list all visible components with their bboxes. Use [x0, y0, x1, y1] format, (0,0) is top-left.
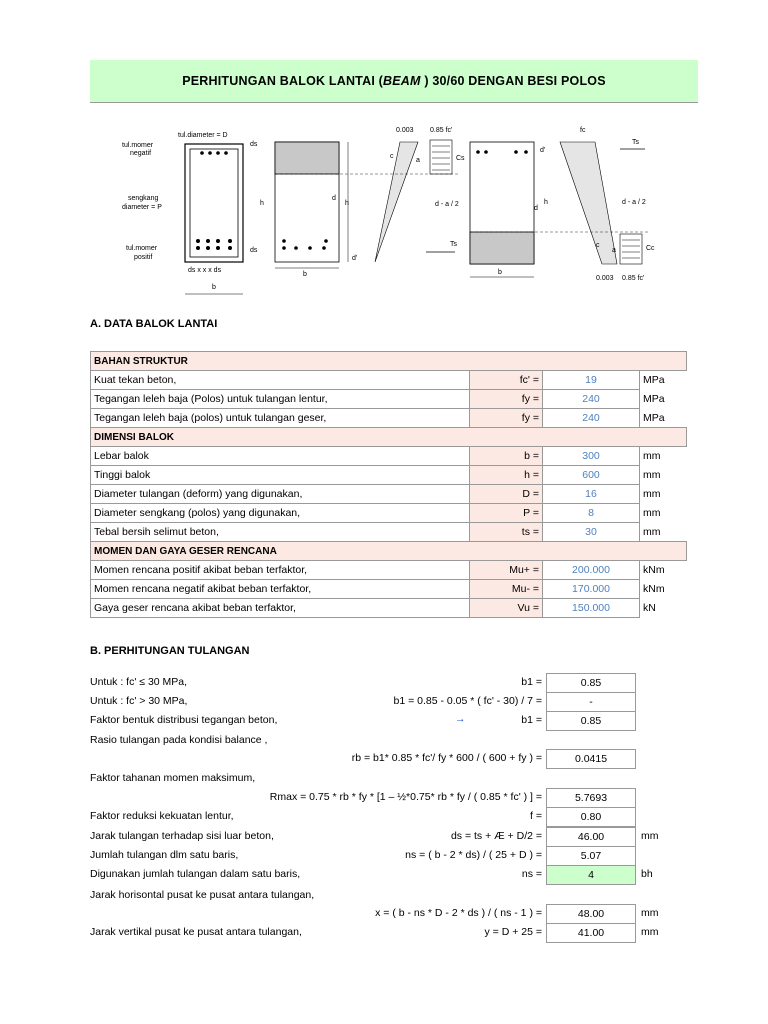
- table-row: Momen rencana negatif akibat beban terfaktor, Mu- = 170.000 kNm: [91, 580, 734, 599]
- svg-text:tul.momer: tul.momer: [122, 142, 154, 149]
- svg-text:a: a: [416, 157, 420, 164]
- calc-formula: ns =: [521, 868, 542, 880]
- svg-text:Ts: Ts: [632, 139, 639, 146]
- table-row: Tegangan leleh baja (Polos) untuk tulangan lentur, fy = 240 MPa: [91, 390, 734, 409]
- svg-text:d - a / 2: d - a / 2: [435, 201, 459, 208]
- svg-text:c: c: [390, 153, 394, 160]
- svg-text:tul.diameter = D: tul.diameter = D: [178, 132, 228, 139]
- calc-formula: y = D + 25 =: [484, 926, 542, 938]
- svg-text:0.85 fc': 0.85 fc': [622, 275, 645, 282]
- svg-text:d - a / 2: d - a / 2: [622, 199, 646, 206]
- group-momen-gaya: MOMEN DAN GAYA GESER RENCANA: [91, 542, 687, 561]
- calc-label: Faktor tahanan momen maksimum,: [90, 772, 256, 784]
- calc-label: Digunakan jumlah tulangan dalam satu baris,: [90, 868, 301, 880]
- calc-value[interactable]: 4: [546, 865, 636, 885]
- svg-text:positif: positif: [134, 254, 153, 261]
- calc-formula: ds = ts + Æ + D/2 =: [450, 830, 542, 842]
- svg-text:h: h: [544, 199, 548, 206]
- calc-value: 0.85: [546, 711, 636, 731]
- calc-label: Untuk : fc' ≤ 30 MPa,: [90, 676, 188, 688]
- calc-value: 46.00: [546, 827, 636, 847]
- calc-label: Untuk : fc' > 30 MPa,: [90, 695, 188, 707]
- calc-value: 0.85: [546, 673, 636, 693]
- calc-label: Rasio tulangan pada kondisi balance ,: [90, 734, 268, 746]
- calc-formula: b1 =: [521, 676, 542, 688]
- calc-formula: rb = b1* 0.85 * fc'/ fy * 600 / ( 600 + fy ) =: [351, 752, 542, 764]
- calc-value: 5.7693: [546, 788, 636, 808]
- svg-text:ds: ds: [250, 247, 258, 254]
- table-row: Momen rencana positif akibat beban terfaktor, Mu+ = 200.000 kNm: [91, 561, 734, 580]
- calc-formula: Rmax = 0.75 * rb * fy * [1 – ½*0.75* rb * fy / ( 0.85 * fc' ) ] =: [269, 791, 542, 803]
- svg-text:b: b: [303, 271, 307, 278]
- svg-text:a: a: [612, 247, 616, 254]
- svg-text:Cc: Cc: [646, 245, 655, 252]
- calc-formula: b1 = 0.85 - 0.05 * ( fc' - 30) / 7 =: [393, 695, 542, 707]
- calc-formula: b1 =: [521, 714, 542, 726]
- calc-formula: ns = ( b - 2 * ds) / ( 25 + D ) =: [405, 849, 542, 861]
- table-row: Lebar balok b = 300 mm: [91, 447, 734, 466]
- calc-value: 0.0415: [546, 749, 636, 769]
- svg-text:diameter = P: diameter = P: [122, 204, 162, 211]
- svg-text:Cs: Cs: [456, 155, 465, 162]
- calc-formula: x = ( b - ns * D - 2 * ds ) / ( ns - 1 ) =: [375, 907, 542, 919]
- svg-text:h: h: [260, 200, 264, 207]
- title-suffix: ) 30/60 DENGAN BESI POLOS: [420, 74, 606, 88]
- svg-text:negatif: negatif: [130, 150, 152, 157]
- calc-formula: f =: [530, 810, 542, 822]
- table-row: Gaya geser rencana akibat beban terfaktor, Vu = 150.000 kN: [91, 599, 734, 618]
- section-a-heading: A. DATA BALOK LANTAI: [90, 318, 218, 330]
- title-prefix: PERHITUNGAN BALOK LANTAI (: [182, 74, 384, 88]
- data-table: [90, 351, 734, 618]
- section-b-heading: B. PERHITUNGAN TULANGAN: [90, 645, 250, 657]
- table-row: Diameter tulangan (deform) yang digunakan, D = 16 mm: [91, 485, 734, 504]
- calc-value: 48.00: [546, 904, 636, 924]
- svg-text:d': d': [352, 255, 358, 262]
- calc-unit: mm: [641, 830, 659, 842]
- arrow-right-icon: →: [455, 713, 466, 725]
- calc-value: 41.00: [546, 923, 636, 943]
- title-italic: BEAM: [383, 74, 421, 88]
- table-row: Tinggi balok h = 600 mm: [91, 466, 734, 485]
- svg-text:0.003: 0.003: [396, 127, 414, 134]
- calc-unit: bh: [641, 868, 653, 880]
- table-row: Diameter sengkang (polos) yang digunakan, P = 8 mm: [91, 504, 734, 523]
- svg-text:c: c: [596, 242, 600, 249]
- table-row: Tegangan leleh baja (polos) untuk tulangan geser, fy = 240 MPa: [91, 409, 734, 428]
- svg-text:fc: fc: [580, 127, 586, 134]
- calc-value: 0.80: [546, 807, 636, 827]
- svg-text:tul.momer: tul.momer: [126, 245, 158, 252]
- calc-label: Jumlah tulangan dlm satu baris,: [90, 849, 239, 861]
- svg-text:ds x x x ds: ds x x x ds: [188, 267, 222, 274]
- group-bahan-struktur: BAHAN STRUKTUR: [91, 352, 687, 371]
- svg-text:d': d': [540, 147, 546, 154]
- table-row: Kuat tekan beton, fc' = 19 MPa: [91, 371, 734, 390]
- calc-unit: mm: [641, 907, 659, 919]
- svg-text:0.85 fc': 0.85 fc': [430, 127, 453, 134]
- calc-label: Jarak horisontal pusat ke pusat antara tulangan,: [90, 889, 315, 901]
- svg-text:ds: ds: [250, 141, 258, 148]
- calc-value: 5.07: [546, 846, 636, 866]
- svg-text:d: d: [332, 195, 336, 202]
- page-title: [90, 60, 698, 103]
- calc-label: Jarak vertikal pusat ke pusat antara tulangan,: [90, 926, 302, 938]
- table-row: Tebal bersih selimut beton, ts = 30 mm: [91, 523, 734, 542]
- group-dimensi-balok: DIMENSI BALOK: [91, 428, 687, 447]
- svg-text:b: b: [498, 269, 502, 276]
- svg-text:d: d: [534, 205, 538, 212]
- calc-unit: mm: [641, 926, 659, 938]
- beam-section-diagram: [120, 122, 660, 302]
- calc-label: Faktor bentuk distribusi tegangan beton,: [90, 714, 278, 726]
- svg-text:h: h: [345, 200, 349, 207]
- svg-text:sengkang: sengkang: [128, 195, 159, 202]
- svg-text:Ts: Ts: [450, 241, 457, 248]
- calc-label: Jarak tulangan terhadap sisi luar beton,: [90, 830, 274, 842]
- calc-label: Faktor reduksi kekuatan lentur,: [90, 810, 234, 822]
- calc-value: -: [546, 692, 636, 712]
- svg-text:0.003: 0.003: [596, 275, 614, 282]
- svg-text:b: b: [212, 284, 216, 291]
